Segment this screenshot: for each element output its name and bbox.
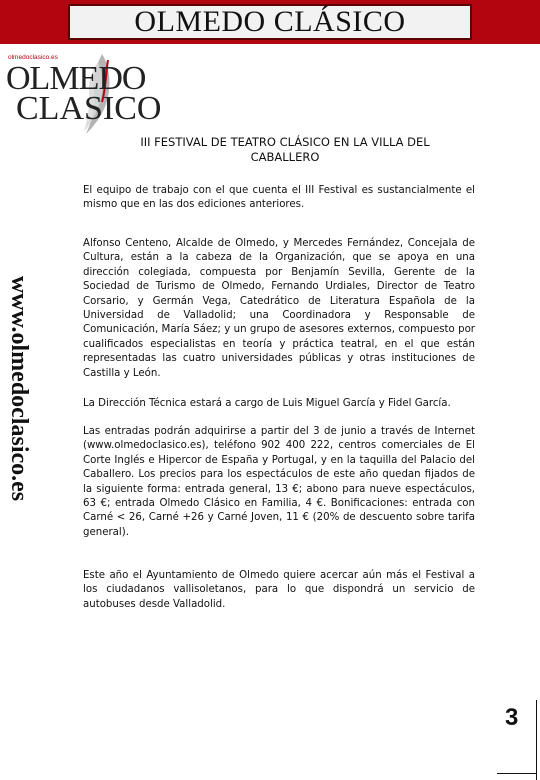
logo-small-text: olmedoclasico.es	[8, 54, 58, 61]
paragraph-1: El equipo de trabajo con el que cuenta el III Festival es sustancialmente el mismo que en las dos ediciones anteriores.	[83, 185, 475, 211]
page-number: 3	[505, 704, 519, 731]
paragraph-3: La Dirección Técnica estará a cargo de Luis Miguel García y Fidel García.	[83, 398, 451, 409]
logo-line-1: OLMEDO	[6, 60, 146, 97]
header-title: OLMEDO CLÁSICO	[134, 5, 406, 38]
page-corner-line-vertical	[536, 700, 537, 780]
header-title-box	[68, 4, 472, 40]
paragraph-2: Alfonso Centeno, Alcalde de Olmedo, y Mercedes Fernández, Concejala de Cultura, están a la cabeza de la Organización, que se apoya en una dirección colegiada, compuesta por Benjamín Sevilla, Gerente de la Sociedad de Turismo de Olmedo, Fernando Urdiales, Director de Teatro Corsario, y Germán Vega, Catedrático de Literatura Española de la Universidad de Valladolid; una Coordinadora y Responsable de Comunicación, María Sáez; y un grupo de asesores externos, compuesto por cualificados especialistas en teoría y práctica teatral, en el que están representadas las cuatro universidades públicas y otras instituciones de Castilla y León.	[83, 238, 475, 379]
page-corner-line-horizontal	[497, 773, 537, 774]
paragraph-4: Las entradas podrán adquirirse a partir del 3 de junio a través de Internet (www.olmedoclasico.es), teléfono 902 400 222, centros comerciales de El Corte Inglés e Hipercor de España y Portugal, y en la taquilla del Palacio del Caballero. Los precios para los espectáculos de este año quedan fijados de la siguiente forma: entrada general, 13 €; abono para nueve espectáculos, 63 €; entrada Olmedo Clásico en Familia, 4 €. Bonificaciones: entrada con Carné < 26, Carné +26 y Carné Joven, 11 € (20% de descuento sobre tarifa general).	[83, 426, 475, 538]
document-title: III FESTIVAL DE TEATRO CLÁSICO EN LA VILLA DEL CABALLERO	[140, 135, 430, 164]
olmedo-clasico-logo	[4, 52, 162, 136]
vertical-website-url	[4, 228, 34, 548]
header-bar	[0, 0, 540, 44]
logo-line-2: CLASICO	[16, 90, 162, 127]
website-url-text: www.olmedoclasico.es	[6, 275, 33, 501]
paragraph-5: Este año el Ayuntamiento de Olmedo quiere acercar aún más el Festival a los ciudadanos vallisoletanos, para lo que dispondrá un servicio de autobuses desde Valladolid.	[83, 570, 475, 610]
